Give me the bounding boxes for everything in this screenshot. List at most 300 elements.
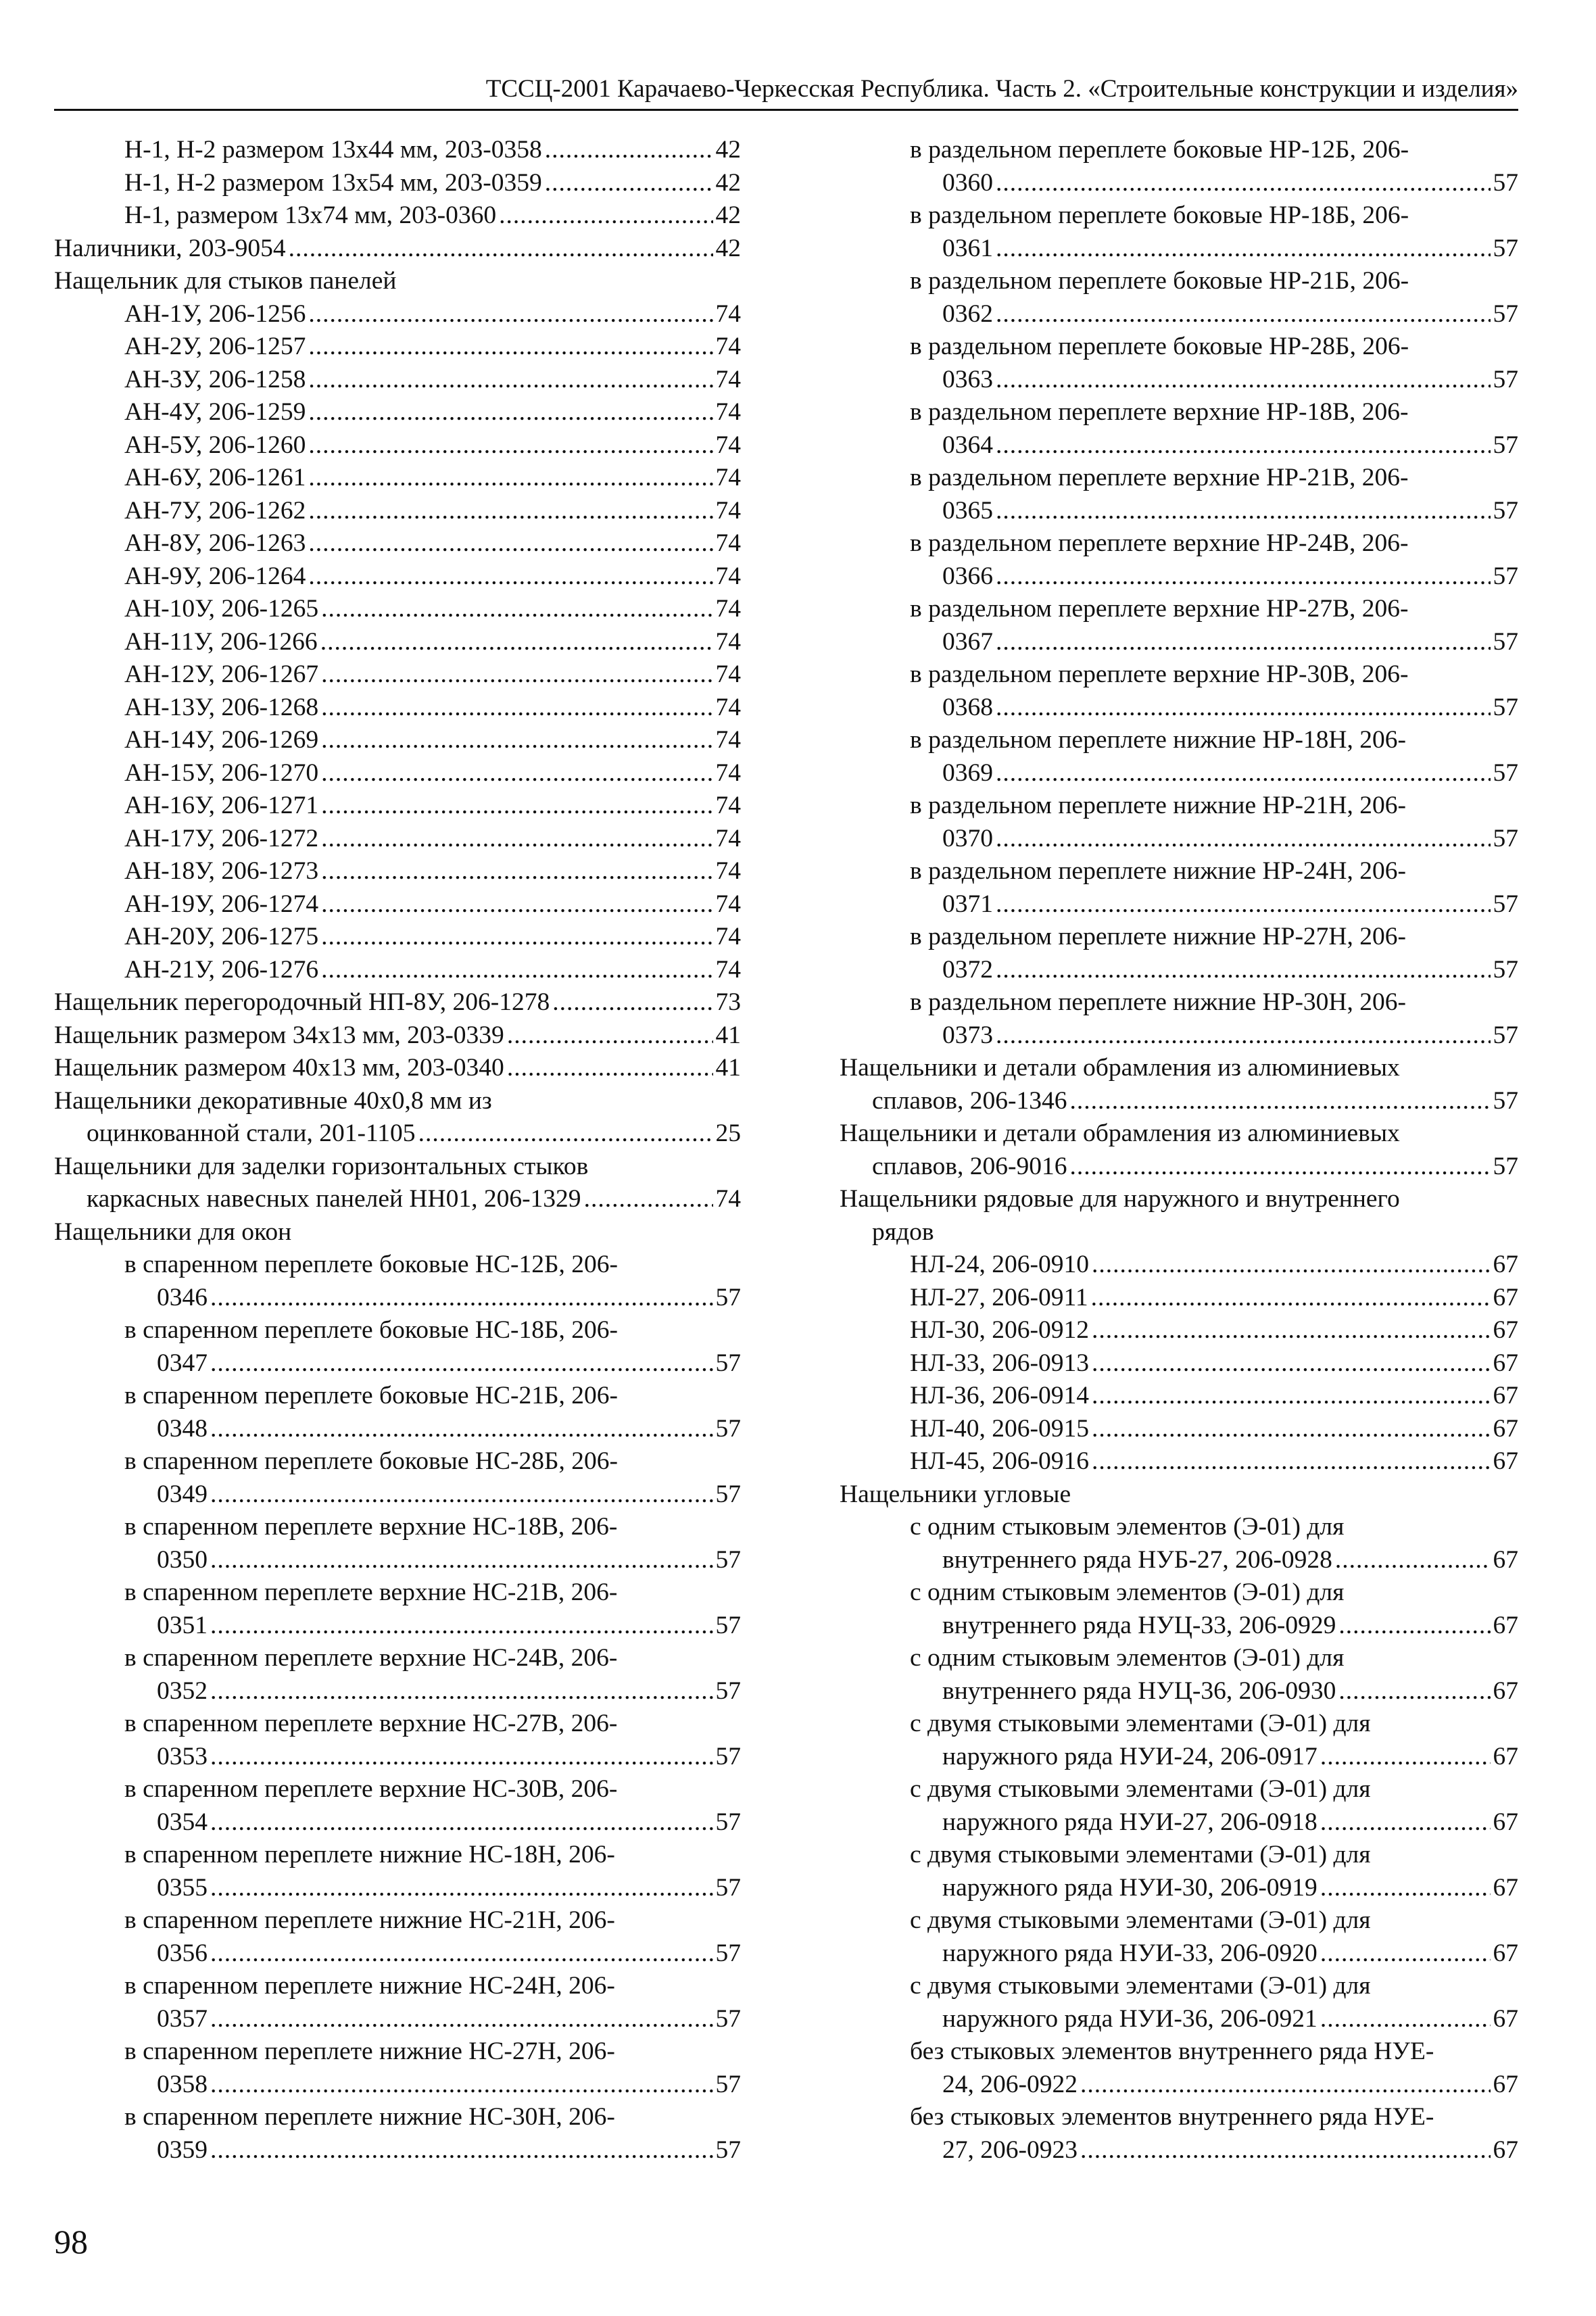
entry-text: в раздельном переплете нижние НР-18Н, 206-	[910, 726, 1406, 754]
entry-text: 0348	[157, 1414, 208, 1443]
entry-text: 0363	[942, 365, 993, 393]
entry-text: НЛ-24, 206-0910	[910, 1251, 1089, 1278]
index-entry	[54, 527, 741, 560]
leader-dots	[996, 364, 1491, 397]
entry-text: без стыковых элементов внутреннего ряда НУЕ-	[910, 2103, 1434, 2131]
entry-text: НЛ-45, 206-0916	[910, 1447, 1089, 1475]
leader-dots	[321, 888, 712, 921]
index-entry	[54, 1904, 741, 1970]
leader-dots	[321, 757, 712, 790]
entry-text: 0357	[157, 2004, 208, 2033]
leader-dots	[1092, 1413, 1491, 1446]
entry-text: с двумя стыковыми элементами (Э-01) для	[910, 1972, 1371, 2000]
index-entry	[840, 921, 1518, 986]
leader-dots	[507, 1052, 713, 1085]
entry-text: в спаренном переплете нижние НС-18Н, 206-	[124, 1841, 615, 1868]
entry-page-number: 42	[715, 201, 741, 229]
entry-text: 0373	[942, 1021, 993, 1049]
leader-dots	[289, 233, 713, 266]
leader-dots	[308, 396, 712, 429]
entry-text: наружного ряда НУИ-36, 206-0921	[942, 2004, 1317, 2033]
index-entry	[840, 1511, 1518, 1576]
index-entry	[54, 1576, 741, 1642]
entry-text: 0351	[157, 1611, 208, 1639]
leader-dots	[1335, 1544, 1491, 1577]
index-entry	[54, 1249, 741, 1314]
entry-text: оцинкованной стали, 201-1105	[87, 1119, 416, 1147]
index-entry	[54, 1445, 741, 1511]
index-column-left	[54, 134, 741, 2167]
entry-page-number: 74	[715, 398, 741, 426]
entry-text: с одним стыковым элементов (Э-01) для	[910, 1644, 1345, 1672]
entry-text: в раздельном переплете верхние НР-30В, 206-	[910, 660, 1409, 688]
entry-text: в спаренном переплете нижние НС-27Н, 206-	[124, 2037, 615, 2065]
entry-text: АН-10У, 206-1265	[124, 595, 319, 623]
index-entry	[54, 298, 741, 331]
leader-dots	[1092, 1347, 1491, 1380]
entry-text: в спаренном переплете верхние НС-18В, 206-	[124, 1513, 618, 1541]
entry-page-number: 74	[715, 496, 741, 525]
entry-text: в спаренном переплете боковые НС-18Б, 206-	[124, 1316, 618, 1344]
entry-text: НЛ-33, 206-0913	[910, 1349, 1089, 1377]
entry-text: АН-14У, 206-1269	[124, 726, 319, 754]
entry-text: рядов	[872, 1217, 934, 1246]
leader-dots	[321, 954, 712, 987]
entry-text: АН-2У, 206-1257	[124, 333, 306, 360]
leader-dots	[545, 134, 713, 167]
entry-text: 24, 206-0922	[942, 2070, 1078, 2098]
leader-dots	[210, 1413, 713, 1446]
entry-text: наружного ряда НУИ-24, 206-0917	[942, 1742, 1317, 1770]
entry-text: АН-6У, 206-1261	[124, 464, 306, 491]
leader-dots	[308, 331, 712, 364]
entry-page-number: 74	[715, 824, 741, 852]
index-entry	[840, 1904, 1518, 1970]
index-entry	[54, 2035, 741, 2101]
entry-text: АН-11У, 206-1266	[124, 627, 318, 656]
index-entry	[54, 921, 741, 954]
leader-dots	[996, 233, 1491, 266]
leader-dots	[321, 855, 712, 888]
leader-dots	[210, 1872, 713, 1905]
leader-dots	[308, 429, 712, 462]
entry-text: наружного ряда НУИ-33, 206-0920	[942, 1939, 1317, 1967]
entry-text: в раздельном переплете боковые НР-12Б, 206-	[910, 136, 1409, 164]
entry-text: 0362	[942, 299, 993, 328]
index-entry	[840, 1970, 1518, 2035]
entry-text: в спаренном переплете боковые НС-21Б, 206-	[124, 1382, 618, 1409]
entry-page-number: 74	[715, 365, 741, 393]
leader-dots	[1338, 1610, 1490, 1643]
entry-text: с двумя стыковыми элементами (Э-01) для	[910, 1710, 1371, 1737]
entry-text: Нащельники декоративные 40х0,8 мм из	[54, 1086, 492, 1115]
entry-text: Нащельники рядовые для наружного и внутреннего	[840, 1185, 1400, 1213]
leader-dots	[584, 1183, 713, 1216]
index-entry	[840, 1314, 1518, 1347]
index-entry	[54, 658, 741, 692]
leader-dots	[1338, 1675, 1490, 1708]
entry-page-number: 67	[1493, 2070, 1518, 2098]
index-entry	[54, 1511, 741, 1576]
index-entry	[54, 2101, 741, 2167]
index-entry	[54, 986, 741, 1019]
entry-page-number: 57	[1493, 824, 1518, 852]
index-entry	[840, 1282, 1518, 1315]
index-entry	[54, 692, 741, 725]
leader-dots	[996, 626, 1491, 659]
entry-text: 0359	[157, 2136, 208, 2164]
index-entry	[54, 429, 741, 462]
leader-dots	[1069, 1085, 1490, 1118]
index-entry	[840, 1380, 1518, 1413]
leader-dots	[308, 364, 712, 397]
leader-dots	[210, 1610, 713, 1643]
index-entry	[54, 199, 741, 233]
index-entry	[840, 593, 1518, 658]
index-entry	[54, 1642, 741, 1708]
entry-text: в раздельном переплете нижние НР-27Н, 206-	[910, 923, 1406, 950]
header-rule	[54, 109, 1518, 111]
entry-page-number: 57	[1493, 496, 1518, 525]
leader-dots	[308, 298, 712, 331]
entry-page-number: 57	[1493, 234, 1518, 262]
index-entry	[840, 1642, 1518, 1708]
index-entry	[54, 233, 741, 266]
entry-text: внутреннего ряда НУЦ-36, 206-0930	[942, 1676, 1336, 1705]
index-entry	[54, 823, 741, 856]
leader-dots	[1320, 2003, 1491, 2036]
leader-dots	[1092, 1445, 1491, 1478]
index-entry	[54, 265, 741, 298]
entry-page-number: 57	[1493, 693, 1518, 721]
entry-text: в спаренном переплете нижние НС-24Н, 206-	[124, 1972, 615, 2000]
entry-text: 0350	[157, 1545, 208, 1574]
index-entry	[54, 1708, 741, 1773]
leader-dots	[1080, 2069, 1491, 2102]
entry-page-number: 41	[715, 1021, 741, 1049]
entry-text: в раздельном переплете верхние НР-24В, 206-	[910, 529, 1409, 557]
leader-dots	[210, 1282, 713, 1315]
index-entry	[840, 1183, 1518, 1249]
entry-text: 0364	[942, 431, 993, 459]
entry-page-number: 57	[715, 1414, 741, 1443]
entry-text: АН-17У, 206-1272	[124, 824, 319, 852]
leader-dots	[507, 1019, 713, 1053]
leader-dots	[996, 298, 1491, 331]
entry-page-number: 25	[715, 1119, 741, 1147]
entry-page-number: 67	[1493, 1808, 1518, 1836]
entry-text: 0372	[942, 955, 993, 984]
entry-text: 0356	[157, 1939, 208, 1967]
entry-page-number: 74	[715, 890, 741, 918]
entry-text: в раздельном переплете нижние НР-30Н, 206-	[910, 988, 1406, 1016]
entry-text: 0354	[157, 1808, 208, 1836]
entry-page-number: 57	[715, 1742, 741, 1770]
entry-page-number: 67	[1493, 1676, 1518, 1705]
entry-text: АН-3У, 206-1258	[124, 365, 306, 393]
index-entry	[54, 495, 741, 528]
entry-text: в раздельном переплете верхние НР-27В, 206-	[910, 595, 1409, 623]
leader-dots	[321, 790, 712, 823]
leader-dots	[210, 2134, 713, 2167]
entry-text: Нащельник размером 40х13 мм, 203-0340	[54, 1054, 504, 1082]
leader-dots	[996, 429, 1491, 462]
leader-dots	[321, 921, 712, 954]
entry-page-number: 67	[1493, 1939, 1518, 1967]
entry-text: 0353	[157, 1742, 208, 1770]
leader-dots	[996, 495, 1491, 528]
entry-page-number: 74	[715, 726, 741, 754]
entry-text: АН-12У, 206-1267	[124, 660, 319, 688]
entry-text: Нащельники для заделки горизонтальных стыков	[54, 1152, 589, 1180]
entry-text: в раздельном переплете нижние НР-21Н, 206-	[910, 792, 1406, 819]
leader-dots	[1092, 1314, 1491, 1347]
entry-page-number: 57	[1493, 758, 1518, 787]
entry-page-number: 57	[1493, 365, 1518, 393]
leader-dots	[210, 1478, 713, 1512]
entry-text: 0371	[942, 890, 993, 918]
index-entry	[54, 1019, 741, 1053]
entry-text: с одним стыковым элементов (Э-01) для	[910, 1513, 1345, 1541]
leader-dots	[308, 462, 712, 495]
entry-page-number: 57	[1493, 431, 1518, 459]
index-entry	[840, 134, 1518, 199]
entry-page-number: 74	[715, 333, 741, 360]
entry-text: АН-16У, 206-1271	[124, 792, 319, 819]
entry-page-number: 74	[715, 1185, 741, 1213]
entry-text: сплавов, 206-9016	[872, 1152, 1067, 1180]
entry-page-number: 57	[715, 2070, 741, 2098]
entry-text: 0349	[157, 1480, 208, 1508]
entry-page-number: 57	[1493, 1152, 1518, 1180]
leader-dots	[499, 199, 712, 233]
leader-dots	[210, 1675, 713, 1708]
index-entry	[54, 396, 741, 429]
entry-page-number: 73	[715, 988, 741, 1016]
index-entry	[840, 1839, 1518, 1904]
index-entry	[54, 790, 741, 823]
entry-text: АН-5У, 206-1260	[124, 431, 306, 459]
index-entry	[840, 1773, 1518, 1839]
index-entry	[840, 724, 1518, 790]
leader-dots	[210, 2003, 713, 2036]
entry-page-number: 57	[1493, 627, 1518, 656]
entry-text: Нащельники и детали обрамления из алюминиевых	[840, 1119, 1400, 1147]
entry-page-number: 74	[715, 857, 741, 885]
leader-dots	[1069, 1151, 1490, 1184]
leader-dots	[1320, 1741, 1491, 1774]
leader-dots	[996, 888, 1491, 921]
entry-text: в спаренном переплете верхние НС-27В, 206-	[124, 1710, 618, 1737]
leader-dots	[552, 986, 712, 1019]
entry-page-number: 74	[715, 595, 741, 623]
leader-dots	[996, 1019, 1491, 1053]
index-entry	[54, 1052, 741, 1085]
entry-text: внутреннего ряда НУБ-27, 206-0928	[942, 1545, 1332, 1574]
leader-dots	[210, 1937, 713, 1971]
entry-page-number: 57	[715, 1873, 741, 1902]
leader-dots	[1320, 1872, 1491, 1905]
index-entry	[840, 986, 1518, 1052]
index-entry	[54, 1970, 741, 2035]
entry-page-number: 57	[715, 2136, 741, 2164]
index-entry	[840, 658, 1518, 724]
leader-dots	[308, 560, 712, 594]
entry-text: Нащельник размером 34х13 мм, 203-0339	[54, 1021, 504, 1049]
entry-page-number: 67	[1493, 1251, 1518, 1278]
entry-text: в раздельном переплете боковые НР-18Б, 206-	[910, 201, 1409, 229]
leader-dots	[545, 167, 713, 200]
entry-page-number: 57	[715, 2004, 741, 2033]
index-entry	[840, 1445, 1518, 1478]
entry-page-number: 74	[715, 627, 741, 656]
index-entry	[54, 1085, 741, 1151]
entry-text: сплавов, 206-1346	[872, 1086, 1067, 1115]
leader-dots	[996, 954, 1491, 987]
entry-page-number: 42	[715, 234, 741, 262]
entry-page-number: 57	[715, 1611, 741, 1639]
index-entry	[840, 1413, 1518, 1446]
leader-dots	[1092, 1249, 1491, 1282]
entry-text: без стыковых элементов внутреннего ряда НУЕ-	[910, 2037, 1434, 2065]
entry-page-number: 74	[715, 529, 741, 557]
entry-page-number: 41	[715, 1054, 741, 1082]
entry-page-number: 67	[1493, 1873, 1518, 1902]
index-entry	[840, 2101, 1518, 2167]
entry-text: АН-20У, 206-1275	[124, 923, 319, 950]
index-entry	[54, 1773, 741, 1839]
entry-text: в раздельном переплете верхние НР-18В, 206-	[910, 398, 1409, 426]
entry-text: 0361	[942, 234, 993, 262]
leader-dots	[321, 823, 712, 856]
entry-text: АН-9У, 206-1264	[124, 562, 306, 590]
entry-text: Нащельники и детали обрамления из алюминиевых	[840, 1054, 1400, 1082]
entry-text: Н-1, Н-2 размером 13х54 мм, 203-0359	[124, 168, 542, 197]
entry-page-number: 67	[1493, 2004, 1518, 2033]
index-entry	[54, 888, 741, 921]
entry-text: в раздельном переплете боковые НР-28Б, 206-	[910, 333, 1409, 360]
entry-text: Н-1, Н-2 размером 13х44 мм, 203-0358	[124, 136, 542, 164]
entry-text: АН-7У, 206-1262	[124, 496, 306, 525]
leader-dots	[210, 1806, 713, 1839]
index-entry	[54, 167, 741, 200]
entry-page-number: 67	[1493, 1316, 1518, 1344]
entry-page-number: 57	[1493, 955, 1518, 984]
index-entry	[840, 2035, 1518, 2101]
index-entry	[54, 364, 741, 397]
entry-page-number: 57	[1493, 1086, 1518, 1115]
leader-dots	[321, 692, 712, 725]
leader-dots	[1091, 1282, 1491, 1315]
leader-dots	[321, 593, 712, 626]
entry-page-number: 57	[1493, 168, 1518, 197]
entry-page-number: 74	[715, 562, 741, 590]
entry-text: 0365	[942, 496, 993, 525]
leader-dots	[210, 1347, 713, 1380]
entry-page-number: 57	[715, 1480, 741, 1508]
index-entry	[54, 954, 741, 987]
entry-text: в раздельном переплете верхние НР-21В, 206-	[910, 464, 1409, 491]
leader-dots	[210, 1741, 713, 1774]
entry-page-number: 57	[1493, 1021, 1518, 1049]
entry-page-number: 74	[715, 792, 741, 819]
index-entry	[840, 396, 1518, 462]
index-entry	[54, 462, 741, 495]
entry-text: АН-18У, 206-1273	[124, 857, 319, 885]
entry-text: Нащельник перегородочный НП-8У, 206-1278	[54, 988, 550, 1016]
entry-text: в спаренном переплете верхние НС-30В, 206-	[124, 1775, 618, 1803]
entry-text: НЛ-27, 206-0911	[910, 1283, 1088, 1311]
entry-text: в спаренном переплете нижние НС-30Н, 206-	[124, 2103, 615, 2131]
entry-text: 0368	[942, 693, 993, 721]
entry-text: Нащельник для стыков панелей	[54, 267, 397, 295]
entry-text: 27, 206-0923	[942, 2136, 1078, 2164]
leader-dots	[308, 527, 712, 560]
entry-page-number: 42	[715, 168, 741, 197]
index-entry	[54, 1380, 741, 1445]
leader-dots	[996, 757, 1491, 790]
leader-dots	[308, 495, 712, 528]
entry-text: АН-15У, 206-1270	[124, 758, 319, 787]
index-entry	[840, 331, 1518, 396]
index-entry	[840, 462, 1518, 527]
index-entry	[840, 1249, 1518, 1282]
entry-page-number: 57	[715, 1939, 741, 1967]
leader-dots	[210, 2069, 713, 2102]
entry-text: НЛ-30, 206-0912	[910, 1316, 1089, 1344]
entry-page-number: 67	[1493, 1545, 1518, 1574]
entry-page-number: 74	[715, 464, 741, 491]
index-entry	[840, 199, 1518, 265]
entry-text: АН-1У, 206-1256	[124, 299, 306, 328]
index-entry	[840, 1478, 1518, 1512]
index-entry	[840, 855, 1518, 921]
entry-page-number: 57	[715, 1545, 741, 1574]
index-entry	[840, 1576, 1518, 1642]
entry-text: 0367	[942, 627, 993, 656]
page-number: 98	[54, 2223, 88, 2261]
leader-dots	[1320, 1806, 1491, 1839]
entry-page-number: 57	[715, 1349, 741, 1377]
index-entry	[54, 626, 741, 659]
page-header: ТССЦ-2001 Карачаево-Черкесская Республика. Часть 2. «Строительные конструкции и изделия»	[485, 75, 1518, 103]
entry-text: АН-13У, 206-1268	[124, 693, 319, 721]
leader-dots	[418, 1117, 713, 1151]
entry-page-number: 57	[1493, 299, 1518, 328]
entry-text: АН-19У, 206-1274	[124, 890, 319, 918]
entry-text: в спаренном переплете верхние НС-24В, 206-	[124, 1644, 618, 1672]
index-entry	[54, 134, 741, 167]
entry-text: каркасных навесных панелей НН01, 206-1329	[87, 1185, 581, 1213]
entry-text: в раздельном переплете нижние НР-24Н, 206-	[910, 857, 1406, 885]
entry-page-number: 67	[1493, 2136, 1518, 2164]
index-entry	[54, 1314, 741, 1380]
entry-page-number: 67	[1493, 1742, 1518, 1770]
entry-text: АН-4У, 206-1259	[124, 398, 306, 426]
entry-text: в раздельном переплете боковые НР-21Б, 206-	[910, 267, 1409, 295]
entry-text: Н-1, размером 13х74 мм, 203-0360	[124, 201, 497, 229]
entry-text: Нащельники угловые	[840, 1480, 1071, 1508]
entry-text: в спаренном переплете боковые НС-12Б, 206-	[124, 1251, 618, 1278]
leader-dots	[996, 167, 1491, 200]
entry-text: с одним стыковым элементов (Э-01) для	[910, 1578, 1345, 1606]
index-entry	[840, 1052, 1518, 1117]
entry-text: 0358	[157, 2070, 208, 2098]
entry-text: АН-21У, 206-1276	[124, 955, 319, 984]
index-entry	[840, 1117, 1518, 1183]
leader-dots	[321, 658, 712, 692]
leader-dots	[1320, 1937, 1491, 1971]
